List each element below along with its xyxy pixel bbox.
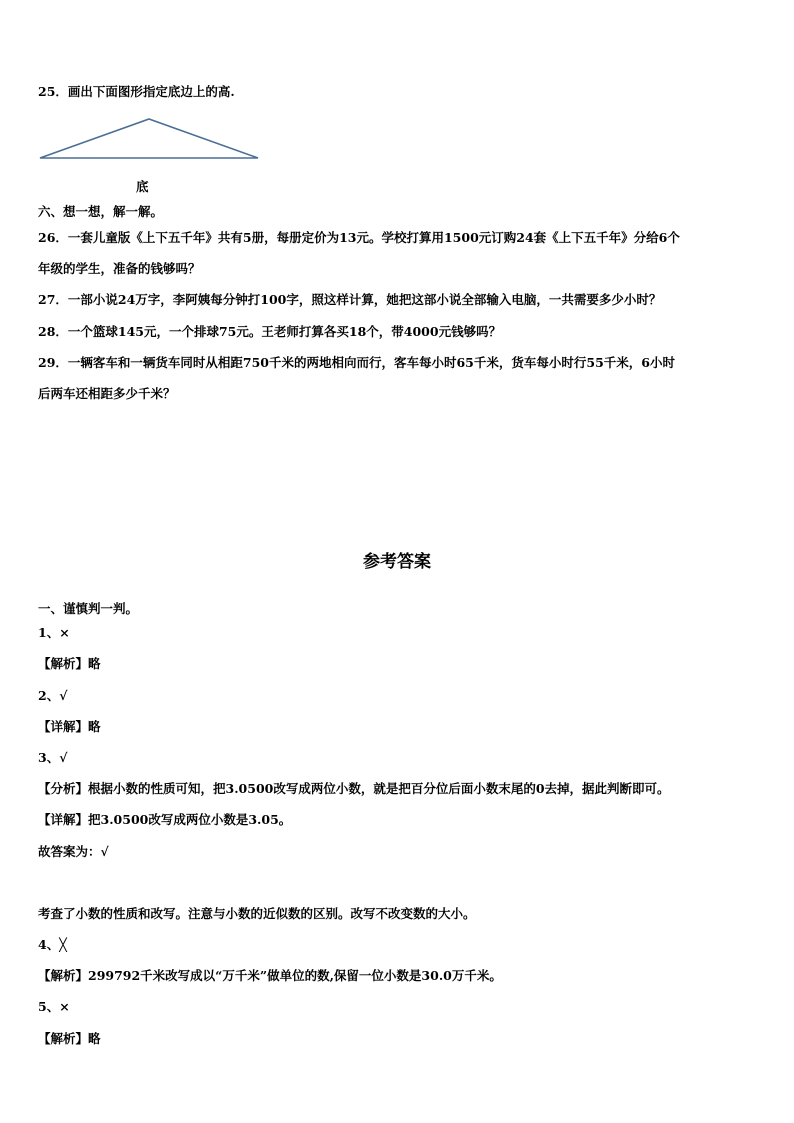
answer-2: 2、√ [38,688,68,703]
answer-3-comment: 考查了小数的性质和改写。注意与小数的近似数的区别。改写不改变数的大小。 [38,906,476,921]
answers-section-1-heading: 一、谨慎判一判。 [38,601,139,616]
answer-3-detail: 【详解】把3.0500改写成两位小数是3.05。 [38,812,292,827]
answer-4: 4、╳ [38,937,67,952]
answer-5: 5、× [38,999,70,1014]
answer-3-final: 故答案为：√ [38,844,109,859]
base-label: 底 [136,179,149,194]
question-25: 25．画出下面图形指定底边上的高. [38,84,235,99]
answer-3-analysis: 【分析】根据小数的性质可知，把3.0500改写成两位小数，就是把百分位后面小数末尾的0去掉，据此判断即可。 [38,781,670,796]
answer-1-note: 【解析】略 [38,656,101,671]
answer-4-note: 【解析】299792千米改写成以“万千米”做单位的数,保留一位小数是30.0万千米。 [38,968,502,983]
question-26-line-1: 26．一套儿童版《上下五千年》共有5册，每册定价为13元。学校打算用1500元订购24套《上下五千年》分给6个 [38,230,680,245]
question-29-line-2: 后两车还相距多少千米？ [38,386,176,401]
answer-3: 3、√ [38,750,68,765]
question-27: 27．一部小说24万字，李阿姨每分钟打100字，照这样计算，她把这部小说全部输入电脑，一共需要多少小时？ [38,292,662,307]
question-26-line-2: 年级的学生，准备的钱够吗？ [38,261,201,276]
question-28: 28．一个篮球145元，一个排球75元。王老师打算各买18个，带4000元钱够吗？ [38,324,502,339]
section-6-heading: 六、想一想，解一解。 [38,204,164,219]
answer-5-note: 【解析】略 [38,1031,101,1046]
question-29-line-1: 29．一辆客车和一辆货车同时从相距750千米的两地相向而行，客车每小时65千米，货车每小时行55千米，6小时 [38,355,675,370]
triangle-figure [38,116,262,162]
answers-title: 参考答案 [363,552,431,572]
answer-2-note: 【详解】略 [38,719,101,734]
triangle-shape [40,119,258,158]
answer-1: 1、× [38,625,70,640]
